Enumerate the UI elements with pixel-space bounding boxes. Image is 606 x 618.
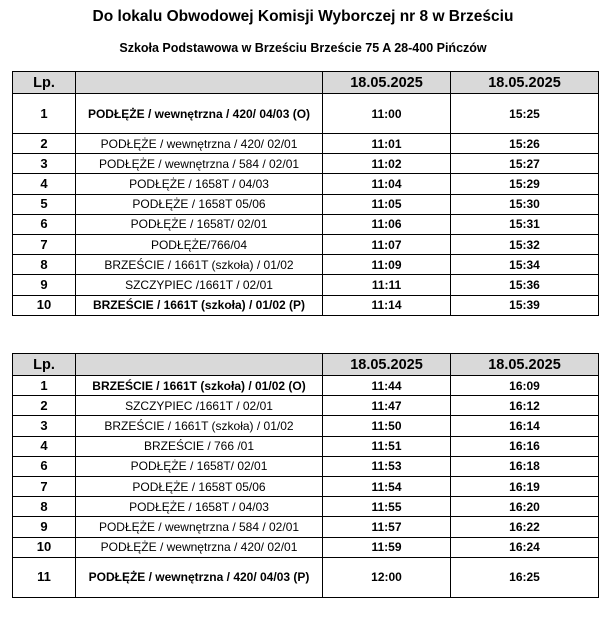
stop-cell: PODŁĘŻE / wewnętrzna / 420/ 04/03 (O) bbox=[76, 94, 323, 134]
stop-cell: BRZEŚCIE / 1661T (szkoła) / 01/02 bbox=[76, 416, 323, 436]
stop-cell: BRZEŚCIE / 766 /01 bbox=[76, 436, 323, 456]
header-stop bbox=[76, 72, 323, 94]
departure-time-2: 15:36 bbox=[451, 275, 599, 295]
lp-cell: 8 bbox=[13, 255, 76, 275]
departure-time-1: 11:11 bbox=[323, 275, 451, 295]
schedule-table-1 bbox=[12, 71, 599, 316]
header-lp: Lp. bbox=[13, 72, 76, 94]
table-row bbox=[13, 295, 599, 315]
schedule-table-2-body bbox=[13, 376, 599, 598]
lp-cell: 1 bbox=[13, 94, 76, 134]
table-row bbox=[13, 436, 599, 456]
departure-time-2: 15:30 bbox=[451, 194, 599, 214]
lp-cell: 5 bbox=[13, 194, 76, 214]
departure-time-2: 15:31 bbox=[451, 214, 599, 234]
departure-time-1: 11:57 bbox=[323, 517, 451, 537]
departure-time-1: 11:59 bbox=[323, 537, 451, 557]
departure-time-1: 11:47 bbox=[323, 396, 451, 416]
table-row bbox=[13, 214, 599, 234]
table-row bbox=[13, 234, 599, 254]
departure-time-2: 15:32 bbox=[451, 234, 599, 254]
lp-cell: 10 bbox=[13, 295, 76, 315]
lp-cell: 6 bbox=[13, 456, 76, 476]
departure-time-1: 11:54 bbox=[323, 476, 451, 496]
departure-time-1: 11:51 bbox=[323, 436, 451, 456]
departure-time-2: 16:24 bbox=[451, 537, 599, 557]
stop-cell: BRZEŚCIE / 1661T (szkoła) / 01/02 (P) bbox=[76, 295, 323, 315]
stop-cell: PODŁĘŻE / wewnętrzna / 584 / 02/01 bbox=[76, 517, 323, 537]
departure-time-1: 11:09 bbox=[323, 255, 451, 275]
departure-time-1: 12:00 bbox=[323, 557, 451, 597]
stop-cell: BRZEŚCIE / 1661T (szkoła) / 01/02 bbox=[76, 255, 323, 275]
departure-time-2: 16:18 bbox=[451, 456, 599, 476]
stop-cell: PODŁĘŻE / 1658T / 04/03 bbox=[76, 497, 323, 517]
table-row bbox=[13, 376, 599, 396]
departure-time-2: 15:26 bbox=[451, 134, 599, 154]
departure-time-2: 15:25 bbox=[451, 94, 599, 134]
header-date-2: 18.05.2025 bbox=[451, 72, 599, 94]
table-row bbox=[13, 396, 599, 416]
table-row bbox=[13, 416, 599, 436]
table-header-row bbox=[13, 72, 599, 94]
departure-time-2: 16:25 bbox=[451, 557, 599, 597]
lp-cell: 1 bbox=[13, 376, 76, 396]
lp-cell: 3 bbox=[13, 154, 76, 174]
table-row bbox=[13, 456, 599, 476]
lp-cell: 7 bbox=[13, 476, 76, 496]
document-title: Do lokalu Obwodowej Komisji Wyborczej nr 8 w Brześciu bbox=[92, 8, 514, 25]
departure-time-1: 11:14 bbox=[323, 295, 451, 315]
lp-cell: 4 bbox=[13, 174, 76, 194]
stop-cell: PODŁĘŻE / wewnętrzna / 420/ 02/01 bbox=[76, 537, 323, 557]
departure-time-1: 11:07 bbox=[323, 234, 451, 254]
lp-cell: 2 bbox=[13, 396, 76, 416]
lp-cell: 9 bbox=[13, 275, 76, 295]
stop-cell: PODŁĘŻE / 1658T/ 02/01 bbox=[76, 456, 323, 476]
table-row bbox=[13, 255, 599, 275]
table-row bbox=[13, 557, 599, 597]
stop-cell: BRZEŚCIE / 1661T (szkoła) / 01/02 (O) bbox=[76, 376, 323, 396]
table-row bbox=[13, 194, 599, 214]
stop-cell: PODŁĘŻE / wewnętrzna / 584 / 02/01 bbox=[76, 154, 323, 174]
departure-time-2: 16:12 bbox=[451, 396, 599, 416]
header-stop bbox=[76, 354, 323, 376]
lp-cell: 9 bbox=[13, 517, 76, 537]
lp-cell: 7 bbox=[13, 234, 76, 254]
table-row bbox=[13, 497, 599, 517]
stop-cell: SZCZYPIEC /1661T / 02/01 bbox=[76, 396, 323, 416]
table-row bbox=[13, 174, 599, 194]
header-date-1: 18.05.2025 bbox=[323, 354, 451, 376]
stop-cell: PODŁĘŻE / 1658T / 04/03 bbox=[76, 174, 323, 194]
stop-cell: PODŁĘŻE / 1658T/ 02/01 bbox=[76, 214, 323, 234]
stop-cell: PODŁĘŻE / wewnętrzna / 420/ 04/03 (P) bbox=[76, 557, 323, 597]
schedule-table-2 bbox=[12, 353, 599, 598]
departure-time-1: 11:01 bbox=[323, 134, 451, 154]
departure-time-2: 16:16 bbox=[451, 436, 599, 456]
departure-time-1: 11:50 bbox=[323, 416, 451, 436]
table-header-row bbox=[13, 354, 599, 376]
stop-cell: PODŁĘŻE / 1658T 05/06 bbox=[76, 194, 323, 214]
departure-time-1: 11:00 bbox=[323, 94, 451, 134]
departure-time-1: 11:05 bbox=[323, 194, 451, 214]
departure-time-2: 16:09 bbox=[451, 376, 599, 396]
stop-cell: PODŁĘŻE / 1658T 05/06 bbox=[76, 476, 323, 496]
departure-time-2: 16:22 bbox=[451, 517, 599, 537]
lp-cell: 8 bbox=[13, 497, 76, 517]
stop-cell: PODŁĘŻE / wewnętrzna / 420/ 02/01 bbox=[76, 134, 323, 154]
lp-cell: 2 bbox=[13, 134, 76, 154]
departure-time-1: 11:55 bbox=[323, 497, 451, 517]
departure-time-2: 15:39 bbox=[451, 295, 599, 315]
lp-cell: 10 bbox=[13, 537, 76, 557]
header-date-2: 18.05.2025 bbox=[451, 354, 599, 376]
header-lp: Lp. bbox=[13, 354, 76, 376]
schedule-table-1-body bbox=[13, 94, 599, 316]
departure-time-2: 15:27 bbox=[451, 154, 599, 174]
departure-time-1: 11:53 bbox=[323, 456, 451, 476]
departure-time-2: 16:19 bbox=[451, 476, 599, 496]
table-row bbox=[13, 134, 599, 154]
departure-time-1: 11:06 bbox=[323, 214, 451, 234]
lp-cell: 3 bbox=[13, 416, 76, 436]
table-row bbox=[13, 275, 599, 295]
table-row bbox=[13, 94, 599, 134]
header-date-1: 18.05.2025 bbox=[323, 72, 451, 94]
stop-cell: PODŁĘŻE/766/04 bbox=[76, 234, 323, 254]
departure-time-1: 11:02 bbox=[323, 154, 451, 174]
lp-cell: 6 bbox=[13, 214, 76, 234]
departure-time-1: 11:04 bbox=[323, 174, 451, 194]
departure-time-2: 15:34 bbox=[451, 255, 599, 275]
departure-time-2: 15:29 bbox=[451, 174, 599, 194]
lp-cell: 11 bbox=[13, 557, 76, 597]
table-row bbox=[13, 154, 599, 174]
departure-time-2: 16:14 bbox=[451, 416, 599, 436]
stop-cell: SZCZYPIEC /1661T / 02/01 bbox=[76, 275, 323, 295]
departure-time-1: 11:44 bbox=[323, 376, 451, 396]
table-row bbox=[13, 517, 599, 537]
lp-cell: 4 bbox=[13, 436, 76, 456]
document-subtitle: Szkoła Podstawowa w Brześciu Brzeście 75 A 28-400 Pińczów bbox=[119, 41, 487, 55]
table-row bbox=[13, 537, 599, 557]
table-row bbox=[13, 476, 599, 496]
departure-time-2: 16:20 bbox=[451, 497, 599, 517]
